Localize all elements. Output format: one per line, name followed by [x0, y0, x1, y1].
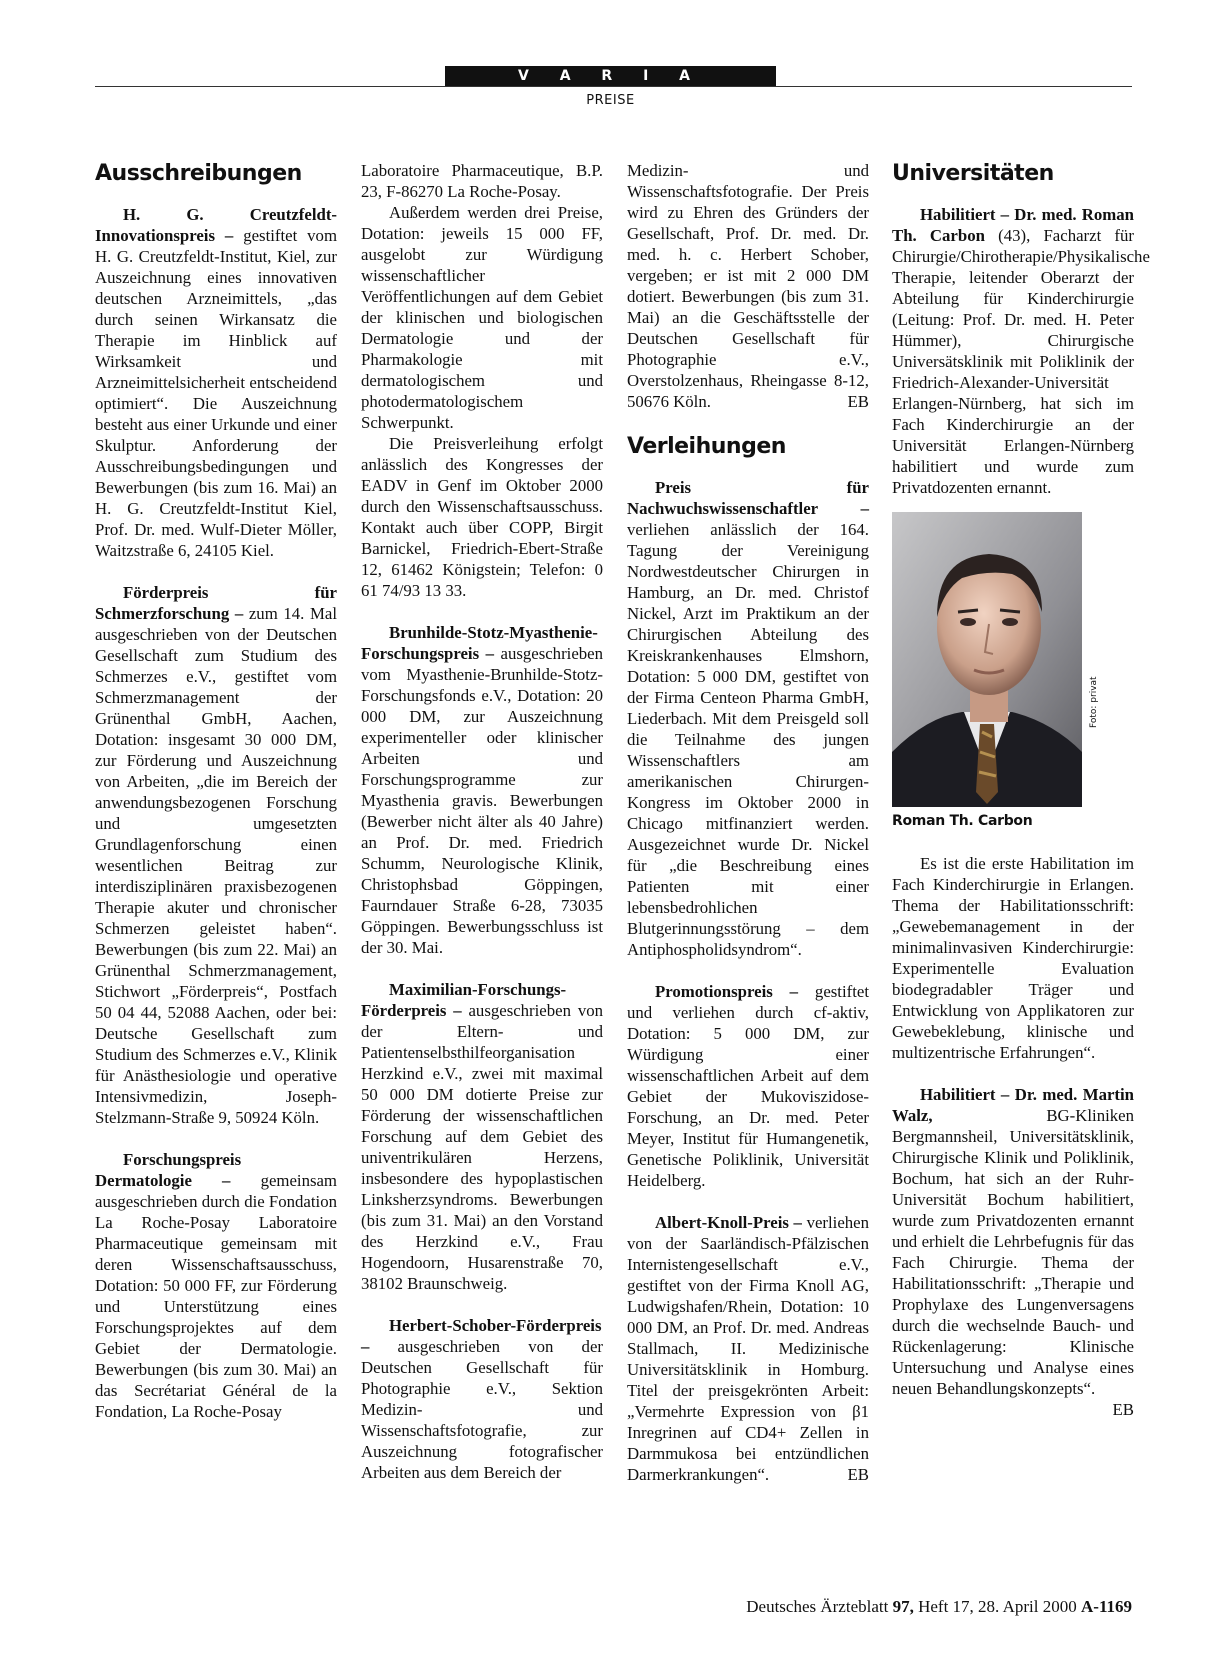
- author-signature: EB: [847, 1465, 869, 1484]
- heading-universitaeten: Universitäten: [892, 161, 1054, 186]
- paragraph-continued: Laboratoire Pharmaceutique, B.P. 23, F-86270 La Roche-Posay.: [361, 161, 603, 201]
- section-label: V A R I A: [445, 66, 776, 86]
- paragraph-schmerzforschung: [95, 582, 337, 1128]
- paragraph-text: (43), Facharzt für Chirurgie/Chirotherapie/Physikalische Therapie, leitender Oberarzt der Abteilung für Kinderchirurgie (Leitung: Prof. Dr. med. H. Peter Hümmer), Chirurgische Universätsklinik mit Poliklinik der Friedrich-Alexander-Universität Erlangen-Nürnberg, hat sich im Fach Kinderchirurgie an der Universität Erlangen-Nürnberg habilitiert und wurde zum Privatdozenten ernannt.: [892, 226, 1150, 497]
- author-signature: EB: [1112, 1400, 1134, 1419]
- prize-name: Herbert-Schober-Förderpreis –: [361, 1316, 602, 1356]
- column-3: [627, 160, 869, 1506]
- prize-name: H. G. Creutzfeldt-Innovationspreis –: [95, 205, 337, 245]
- header-rule: [95, 86, 1132, 87]
- paragraph-drei-preise: Außerdem werden drei Preise, Dotation: jeweils 15 000 FF, ausgelobt zur Würdigung wissenschaftlicher Veröffentlichungen auf dem Gebiet der klinischen und biologischen Dermatologie und der Pharmakologie mit dermatologischem und photodermatologischem Schwerpunkt.: [361, 203, 603, 432]
- author-signature: EB: [847, 392, 869, 411]
- heading-ausschreibungen: Ausschreibungen: [95, 161, 302, 186]
- page-footer: [580, 1597, 1132, 1617]
- paragraph-text: gestiftet vom H. G. Creutzfeldt-Institut, Kiel, zur Auszeichnung eines innovativen deutschen Arzneimittels, „das durch seinen Wirkansatz die Therapie im Hinblick auf Wirksamkeit und Arzneimittelsicherheit entscheidend optimiert“. Die Auszeichnung besteht aus einer Urkunde und einer Skulptur. Anforderung der Ausschreibungsbedingungen und Bewerbungen (bis zum 16. Mai) an H. G. Creutzfeldt-Institut Kiel, Prof. Dr. med. Wulf-Dieter Möller, Waitzstraße 6, 24105 Kiel.: [95, 226, 337, 560]
- paragraph-carbon: [892, 204, 1150, 498]
- paragraph-promotionspreis: [627, 981, 869, 1191]
- paragraph-knoll: [627, 1212, 869, 1485]
- heading-verleihungen: Verleihungen: [627, 434, 786, 459]
- journal-name: Deutsches Ärzteblatt: [746, 1597, 893, 1616]
- paragraph-myasthenie: [361, 622, 603, 958]
- prize-name: Brunhilde-Stotz-Myasthenie-Forschungspreis –: [361, 623, 598, 663]
- prize-name: Preis für Nachwuchswissenschaftler –: [627, 478, 869, 518]
- paragraph-preisverleihung: Die Preisverleihung erfolgt anlässlich des Kongresses der EADV in Genf im Oktober 2000 durch den Wissenschaftsausschuss. Kontakt auch über COPP, Birgit Barnickel, Friedrich-Ebert-Straße 12, 61462 Königstein; Telefon: 0 61 74/93 13 33.: [361, 434, 603, 600]
- paragraph-maximilian: [361, 979, 603, 1294]
- photo-caption: Roman Th. Carbon: [892, 813, 1033, 829]
- portrait-photo: [892, 512, 1099, 807]
- prize-name: Forschungspreis Dermatologie –: [95, 1150, 242, 1190]
- prize-name: Förderpreis für Schmerzforschung –: [95, 583, 337, 623]
- portrait-image: [892, 512, 1082, 807]
- column-4: [892, 160, 1150, 1420]
- journal-issue: Heft 17, 28. April 2000: [913, 1597, 1081, 1616]
- paragraph-text: gemeinsam ausgeschrieben durch die Fondation La Roche-Posay Laboratoire Pharmaceutique gemeinsam mit deren Wissenschaftsausschuss, Dotation: 50 000 FF, zur Förderung und Unterstützung eines Forschungsprojektes auf dem Gebiet der Dermatologie. Bewerbungen (bis zum 30. Mai) an das Secrétariat Général de la Fondation, La Roche-Posay: [95, 1171, 337, 1421]
- paragraph-text: Medizin- und Wissenschaftsfotografie. Der Preis wird zu Ehren des Gründers der Gesellschaft, Prof. Dr. med. Dr. med. h. c. Herbert Schober, vergeben; er ist mit 2 000 DM dotiert. Bewerbungen (bis zum 31. Mai) an die Geschäftsstelle der Deutschen Gesellschaft für Photographie e.V., Overstolzenhaus, Rheingasse 8-12, 50676 Köln.: [627, 161, 869, 411]
- column-2: [361, 160, 603, 1504]
- paragraph-text: verliehen von der Saarländisch-Pfälzischen Internistengesellschaft e.V., gestiftet von der Firma Knoll AG, Ludwigshafen/Rhein, Dotation: 10 000 DM, an Prof. Dr. med. Andreas Stallmach, II. Medizinische Universitätsklinik in Homburg. Titel der preisgekrönten Arbeit: „Vermehrte Expression von β1 Inregrinen auf CD4+ Zellen in Darmmukosa bei entzündlichen Darmerkrankungen“.: [627, 1213, 869, 1484]
- paragraph-text: ausgeschrieben vom Myasthenie-Brunhilde-Stotz-Forschungsfonds e.V., Dotation: 20 000 DM, zur Auszeichnung experimenteller oder klinischer Arbeiten und Forschungsprogramme zur Myasthenia gravis. Bewerbungen (Bewerber nicht älter als 40 Jahre) an Prof. Dr. med. Friedrich Schumm, Neurologische Klinik, Christophsbad Göppingen, Faurndauer Straße 6-28, 73035 Göppingen. Bewerbungsschluss ist der 30. Mai.: [361, 644, 603, 957]
- journal-volume: 97,: [892, 1597, 914, 1616]
- paragraph-habilitation-thema: Es ist die erste Habilitation im Fach Kinderchirurgie in Erlangen. Thema der Habilitationsschrift: „Gewebemanagement in der minimalinvasiven Kinderchirurgie: Experimentelle Evaluation biodegradabler Träger und Entwicklung von Applikatoren zur Gewebeklebung, klinische und multizentrische Erfahrungen“.: [892, 854, 1134, 1062]
- paragraph-text: gestiftet und verliehen durch cf-aktiv, Dotation: 5 000 DM, zur Würdigung einer wissenschaftlichen Arbeit auf dem Gebiet der Mukoviszidose-Forschung, an Dr. med. Peter Meyer, Institut für Humangenetik, Genetische Poliklinik, Universität Heidelberg.: [627, 982, 869, 1190]
- page-number: A-1169: [1081, 1597, 1132, 1616]
- prize-name: Promotionspreis –: [655, 982, 799, 1001]
- person-name: Habilitiert – Dr. med. Martin Walz,: [892, 1085, 1134, 1125]
- prize-name: Maximilian-Forschungs-Förderpreis –: [361, 980, 567, 1020]
- paragraph-creutzfeldt: [95, 204, 337, 561]
- prize-name: Albert-Knoll-Preis –: [655, 1213, 802, 1232]
- paragraph-text: BG-Kliniken Bergmannsheil, Universitätsklinik, Chirurgische Klinik und Poliklinik, Bochum, hat sich an der Ruhr-Universität Bochum habilitiert, wurde zum Privatdozenten ernannt und erhielt die Lehrbefugnis für das Fach Chirurgie. Thema der Habilitationsschrift: „Therapie und Prophylaxe des Lungenversagens durch die wechselnde Bauch- und Rückenlagerung: Klinische Untersuchung und Analyse eines neuen Behandlungskonzepts“.: [892, 1106, 1134, 1398]
- paragraph-nachwuchs: [627, 477, 869, 960]
- paragraph-dermatologie: [95, 1149, 337, 1422]
- paragraph-text: ausgeschrieben von der Deutschen Gesellschaft für Photographie e.V., Sektion Medizin- und Wissenschaftsfotografie, zur Auszeichnung fotografischer Arbeiten aus dem Bereich der: [361, 1337, 603, 1482]
- paragraph-walz: [892, 1084, 1134, 1419]
- paragraph-text: zum 14. Mal ausgeschrieben von der Deutschen Gesellschaft zum Studium des Schmerzes e.V., gestiftet vom Schmerzmanagement der Grünenthal GmbH, Aachen, Dotation: insgesamt 30 000 DM, zur Förderung und Auszeichnung von Arbeiten, „die im Bereich der anwendungsbezogenen Forschung und umgesetzten Grundlagenforschung einen wesentlichen Beitrag zur interdisziplinären praxisbezogenen Therapie akuter und chronischer Schmerzen geleistet haben“. Bewerbungen (bis zum 22. Mai) an Grünenthal Schmerzmanagement, Stichwort „Förderpreis“, Postfach 50 04 44, 52088 Aachen, oder bei: Deutsche Gesellschaft zum Studium des Schmerzes e.V., Klinik für Anästhesiologie und operative Intensivmedizin, Joseph-Stelzmann-Straße 9, 50924 Köln.: [95, 604, 337, 1127]
- subsection-label: PREISE: [586, 93, 635, 108]
- paragraph-text: verliehen anlässlich der 164. Tagung der Vereinigung Nordwestdeutscher Chirurgen in Hamburg, an Dr. med. Christof Nickel, Arzt im Praktikum an der Chirurgischen Abteilung des Kreiskrankenhauses Elmshorn, Dotation: 5 000 DM, gestiftet von der Firma Centeon Pharma GmbH, Liederbach. Mit dem Preisgeld soll die Teilnahme des jungen Wissenschaftlers am amerikanischen Chirurgen-Kongress im Oktober 2000 in Chicago mitfinanziert werden. Ausgezeichnet wurde Dr. Nickel für „die Beschreibung eines Patienten mit einer lebensbedrohlichen Blutgerinnungsstörung – dem Antiphospholidsyndrom“.: [627, 520, 869, 959]
- paragraph-continued: [627, 160, 869, 412]
- paragraph-text: ausgeschrieben von der Eltern- und Patientenselbsthilfeorganisation Herzkind e.V., zwei mit maximal 50 000 DM dotierte Preise zur Förderung der wissenschaftlichen Forschung auf dem Gebiet des univentrikulären Herzens, insbesondere des hypoplastischen Linksherzsyndroms. Bewerbungen (bis zum 31. Mai) an den Vorstand des Herzkind e.V., Frau Hogendoorn, Husarenstraße 70, 38102 Braunschweig.: [361, 1001, 603, 1293]
- paragraph-schober: [361, 1315, 603, 1483]
- photo-credit: Foto: privat: [1089, 676, 1099, 728]
- column-1: [95, 160, 337, 1443]
- person-name: Habilitiert – Dr. med. Roman Th. Carbon: [892, 205, 1134, 245]
